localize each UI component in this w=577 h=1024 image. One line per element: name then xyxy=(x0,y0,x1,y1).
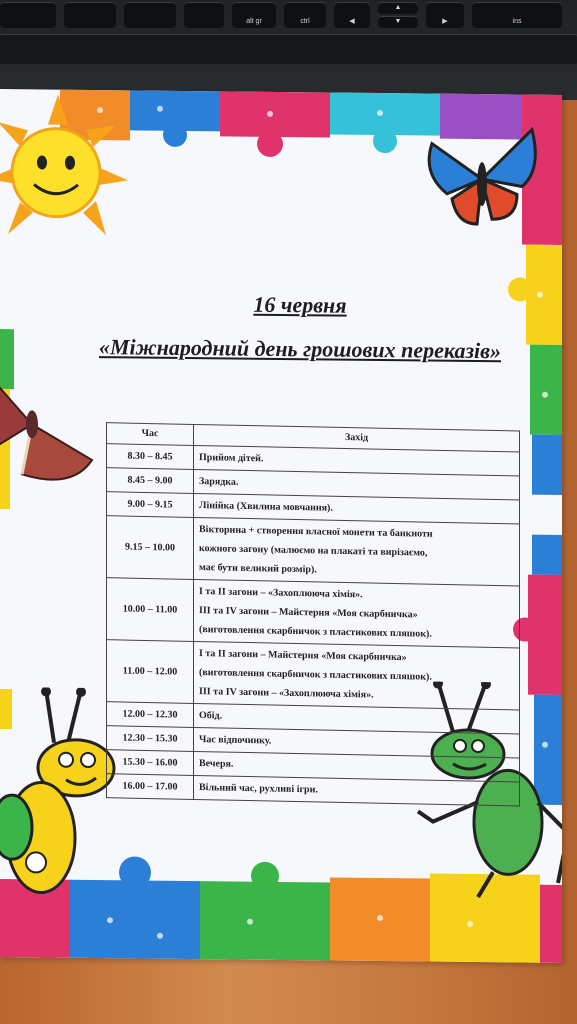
event-line: має бути великий розмір). xyxy=(199,562,317,576)
time-cell: 12.00 – 12.30 xyxy=(107,702,194,728)
schedule-table xyxy=(106,422,520,806)
puzzle-piece xyxy=(220,91,330,137)
event-line: ІІІ та IV загони – «Захоплююча хімія». xyxy=(199,686,374,701)
keyboard-key-right: ▶ xyxy=(426,2,464,28)
event-line: (виготовлення скарбничок з пластикових пляшок). xyxy=(199,624,432,640)
event-line: (виготовлення скарбничок з пластикових пляшок). xyxy=(199,667,432,683)
keyboard-key xyxy=(184,2,224,28)
moth-icon xyxy=(0,379,102,490)
table-row xyxy=(107,516,520,586)
keyboard-key-altgr: alt gr xyxy=(232,2,276,28)
puzzle-piece xyxy=(532,435,562,495)
keyboard-key xyxy=(0,2,56,28)
keyboard-key xyxy=(64,2,116,28)
keyboard-key-up: ▲ xyxy=(378,2,418,14)
event-cell xyxy=(194,579,520,648)
table-row xyxy=(107,578,520,648)
event-line: І та ІІ загони – «Захоплююча хімія». xyxy=(199,586,363,601)
event-line: ІІІ та IV загони – Майстерня «Моя скарбничка» xyxy=(199,605,418,621)
event-line: Вікторина + створення власної монети та банкноти xyxy=(199,524,433,540)
keyboard-key-left: ◀ xyxy=(334,2,370,28)
time-cell: 12.30 – 15.30 xyxy=(107,726,194,752)
event-cell xyxy=(194,641,520,710)
event-line: Лінійка (Хвилина мовчання). xyxy=(199,500,333,514)
puzzle-piece xyxy=(200,881,330,960)
keyboard-row xyxy=(0,34,577,64)
document-date: 16 червня xyxy=(253,291,347,318)
document-title: «Міжнародний день грошових переказів» xyxy=(99,334,501,364)
keyboard-key-ctrl: ctrl xyxy=(284,2,326,28)
butterfly-icon xyxy=(422,123,542,234)
event-line: Обід. xyxy=(199,710,223,722)
header-event: Захід xyxy=(194,424,520,452)
puzzle-piece xyxy=(532,535,562,575)
event-line: Зарядка. xyxy=(199,476,239,488)
paper-sheet xyxy=(0,89,562,963)
event-line: Вільний час, рухливі ігри. xyxy=(199,782,318,796)
time-cell: 11.00 – 12.00 xyxy=(107,640,194,704)
event-line: Прийом дітей. xyxy=(199,452,264,465)
time-cell: 16.00 – 17.00 xyxy=(107,774,194,800)
caterpillar-icon xyxy=(0,687,116,898)
time-cell: 8.30 – 8.45 xyxy=(107,444,194,470)
time-cell: 10.00 – 11.00 xyxy=(107,578,194,642)
table-row xyxy=(107,640,520,710)
time-cell: 9.00 – 9.15 xyxy=(107,492,194,518)
event-cell xyxy=(194,517,520,586)
time-cell: 8.45 – 9.00 xyxy=(107,468,194,494)
keyboard-key-down: ▼ xyxy=(378,16,418,28)
puzzle-piece xyxy=(530,345,562,435)
time-cell: 9.15 – 10.00 xyxy=(107,516,194,580)
sun-icon xyxy=(0,94,128,245)
header-time: Час xyxy=(107,423,194,446)
event-line: І та ІІ загони – Майстерня «Моя скарбничка» xyxy=(199,648,407,664)
time-cell: 15.30 – 16.00 xyxy=(107,750,194,776)
event-line: кожного загону (малюємо на плакаті та вирізаємо, xyxy=(199,543,428,559)
keyboard-key xyxy=(124,2,176,28)
event-line: Вечеря. xyxy=(199,758,234,770)
event-line: Час відпочинку. xyxy=(199,734,272,747)
keyboard-key-ins: ins xyxy=(472,2,562,28)
